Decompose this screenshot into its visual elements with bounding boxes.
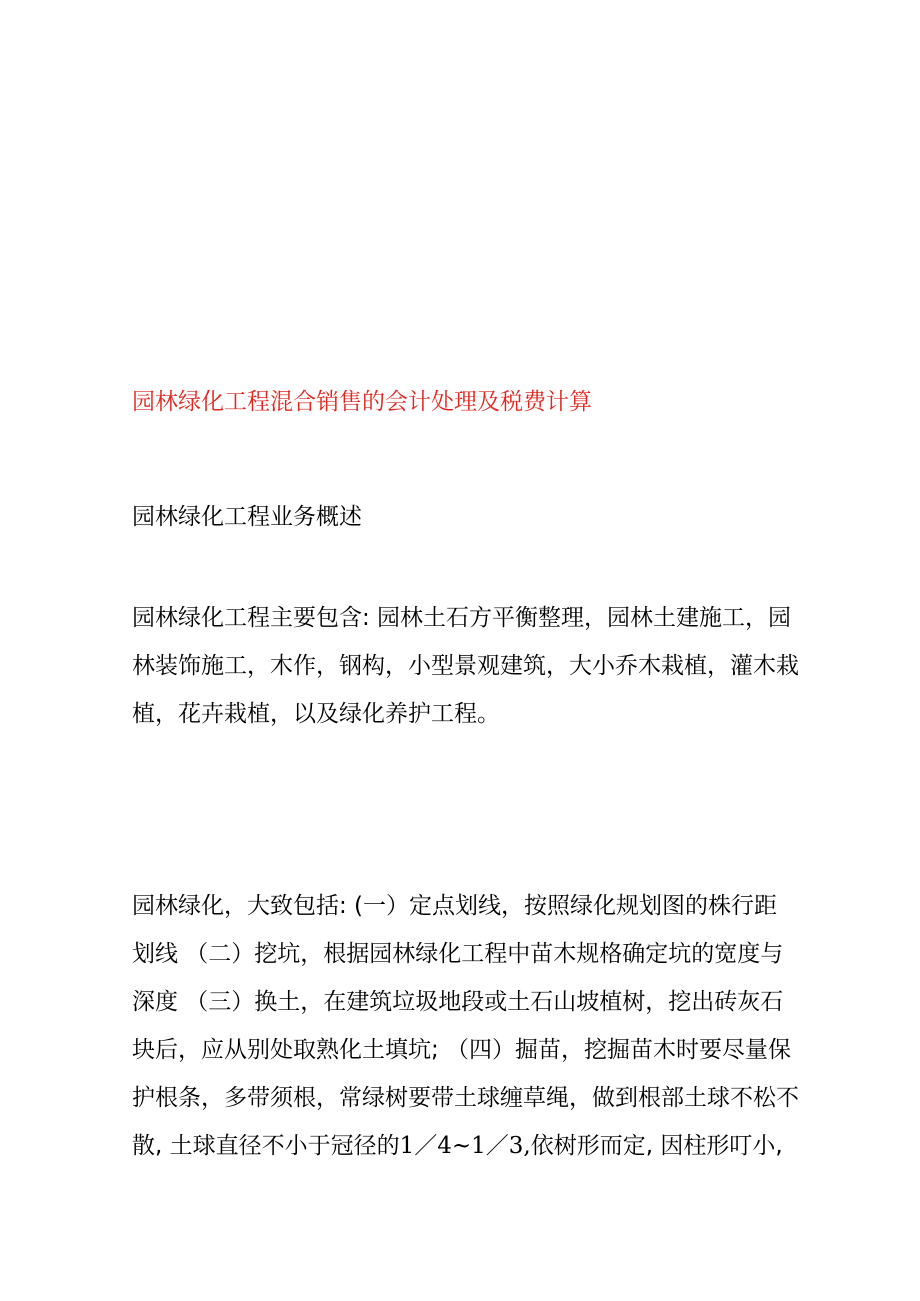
paragraph-line: 块后，应从别处取熟化土填坑; （四）掘苗，挖掘苗木时要尽量保 (132, 1037, 792, 1063)
paragraph-line: 园林绿化工程主要包含: 园林土石方平衡整理，园林土建施工，园 (132, 605, 792, 631)
fraction-text: 1／4~1／3, (399, 1133, 531, 1159)
last-line-end: 依树形而定, 因柱形叮小, (530, 1133, 783, 1159)
title-text: 园林绿化工程混合销售的会计处理及税费计算 (132, 389, 592, 415)
section-heading (132, 500, 796, 534)
paragraph-line: 林装饰施工，木作，钢构，小型景观建筑，大小乔木栽植，灌木栽 (132, 653, 799, 679)
paragraph-line: 园林绿化，大致包括: (一）定点划线，按照绿化规划图的株行距 (132, 893, 778, 919)
document-title (132, 385, 796, 419)
paragraph-line-last (132, 1122, 796, 1170)
heading-text: 园林绿化工程业务概述 (132, 504, 362, 530)
paragraph-line: 护根条，多带须根，常绿树要带土球缠草绳，做到根部土球不松不 (132, 1085, 799, 1111)
paragraph-line: 植，花卉栽植，以及绿化养护工程。 (132, 701, 500, 727)
paragraph-steps (132, 882, 799, 1170)
paragraph-scope (132, 594, 799, 738)
last-line-start: 散, 土球直径不小于冠径的 (132, 1133, 400, 1159)
paragraph-line: 划线 （二）挖坑，根据园林绿化工程中苗木规格确定坑的宽度与 (132, 941, 784, 967)
paragraph-line: 深度 （三）换土，在建筑垃圾地段或土石山坡植树，挖出砖灰石 (132, 989, 784, 1015)
